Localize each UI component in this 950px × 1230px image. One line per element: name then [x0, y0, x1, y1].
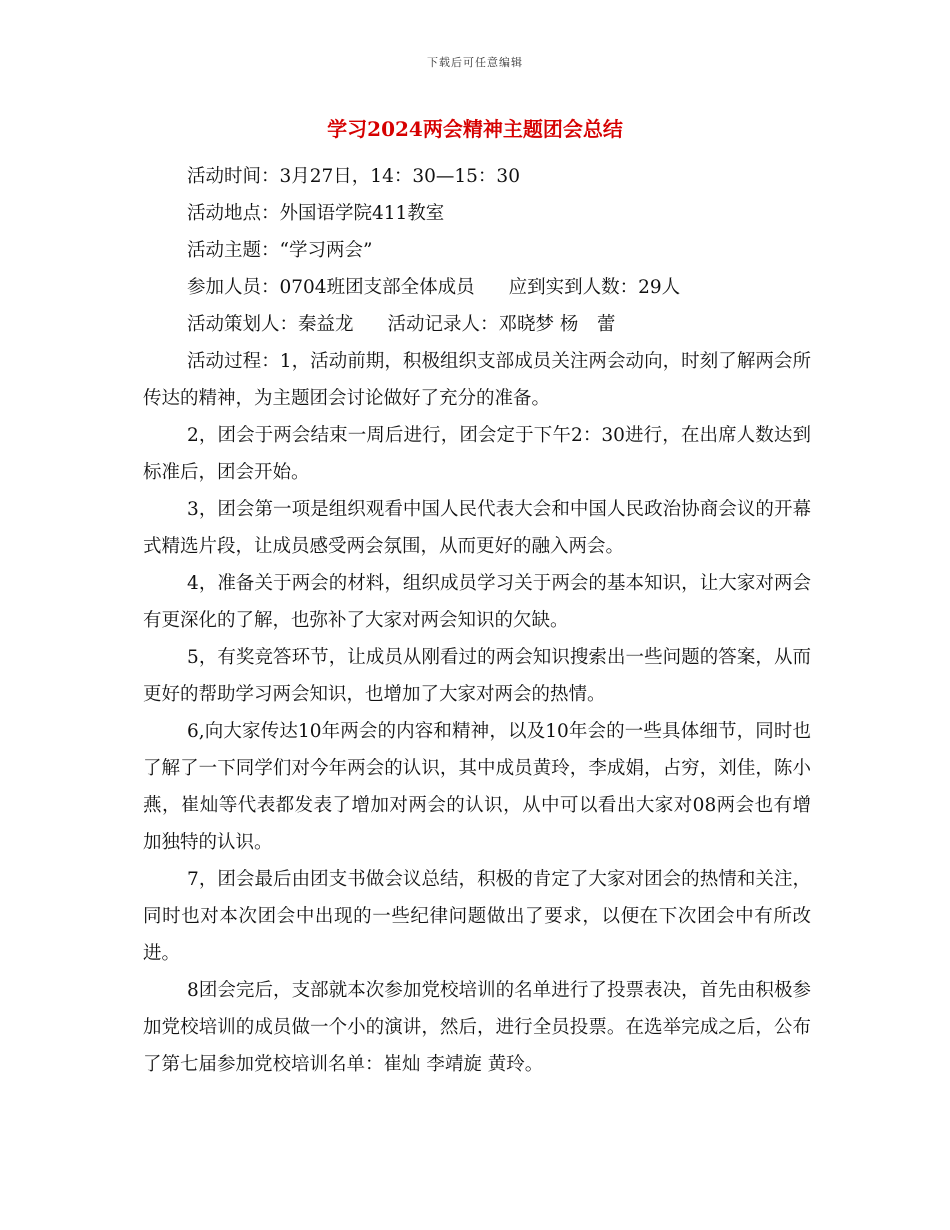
- paragraph-process-6: 6,向大家传达10年两会的内容和精神，以及10年会的一些具体细节，同时也了解了一下同学们对今年两会的认识，其中成员黄玲，李成娟，占穷，刘佳，陈小燕，崔灿等代表都发表了增加对两会的认识，从中可以看出大家对08两会也有增加独特的认识。: [143, 721, 811, 853]
- participants: 参加人员：0704班团支部全体成员: [187, 277, 475, 298]
- paragraph-process-4: 4，准备关于两会的材料，组织成员学习关于两会的基本知识，让大家对两会有更深化的了解，也弥补了大家对两会知识的欠缺。: [143, 573, 811, 631]
- paragraph-process-3: 3，团会第一项是组织观看中国人民代表大会和中国人民政治协商会议的开幕式精选片段，让成员感受两会氛围，从而更好的融入两会。: [143, 499, 811, 557]
- paragraph-process-2: 2，团会于两会结束一周后进行，团会定于下午2：30进行，在出席人数达到标准后，团会开始。: [143, 425, 811, 483]
- planner: 活动策划人：秦益龙: [187, 314, 354, 335]
- document-title: 学习2024两会精神主题团会总结: [327, 117, 623, 141]
- organizers-line: [143, 306, 811, 343]
- paragraph-process-1: 活动过程：1，活动前期，积极组织支部成员关注两会动向，时刻了解两会所传达的精神，为主题团会讨论做好了充分的准备。: [143, 351, 811, 409]
- document-body: [143, 158, 811, 1083]
- activity-location: 活动地点：外国语学院411教室: [187, 203, 445, 224]
- paragraph-process-5: 5，有奖竞答环节，让成员从刚看过的两会知识搜索出一些问题的答案，从而更好的帮助学习两会知识，也增加了大家对两会的热情。: [143, 647, 811, 705]
- attendance: 应到实到人数：29人: [508, 277, 681, 298]
- participants-line: [143, 269, 811, 306]
- paragraph-process-8: 8团会完后，支部就本次参加党校培训的名单进行了投票表决，首先由积极参加党校培训的成员做一个小的演讲，然后，进行全员投票。在选举完成之后，公布了第七届参加党校培训名单：崔灿 李靖旋 黄玲。: [143, 980, 811, 1075]
- paragraph-process-7: 7，团会最后由团支书做会议总结，积极的肯定了大家对团会的热情和关注，同时也对本次团会中出现的一些纪律问题做出了要求，以便在下次团会中有所改进。: [143, 869, 811, 964]
- header-note: 下载后可任意编辑: [427, 56, 523, 69]
- recorder: 活动记录人：邓晓梦 杨 蕾: [387, 314, 616, 335]
- activity-time: 活动时间：3月27日，14：30—15：30: [187, 166, 520, 187]
- activity-theme: 活动主题：“学习两会”: [187, 240, 373, 261]
